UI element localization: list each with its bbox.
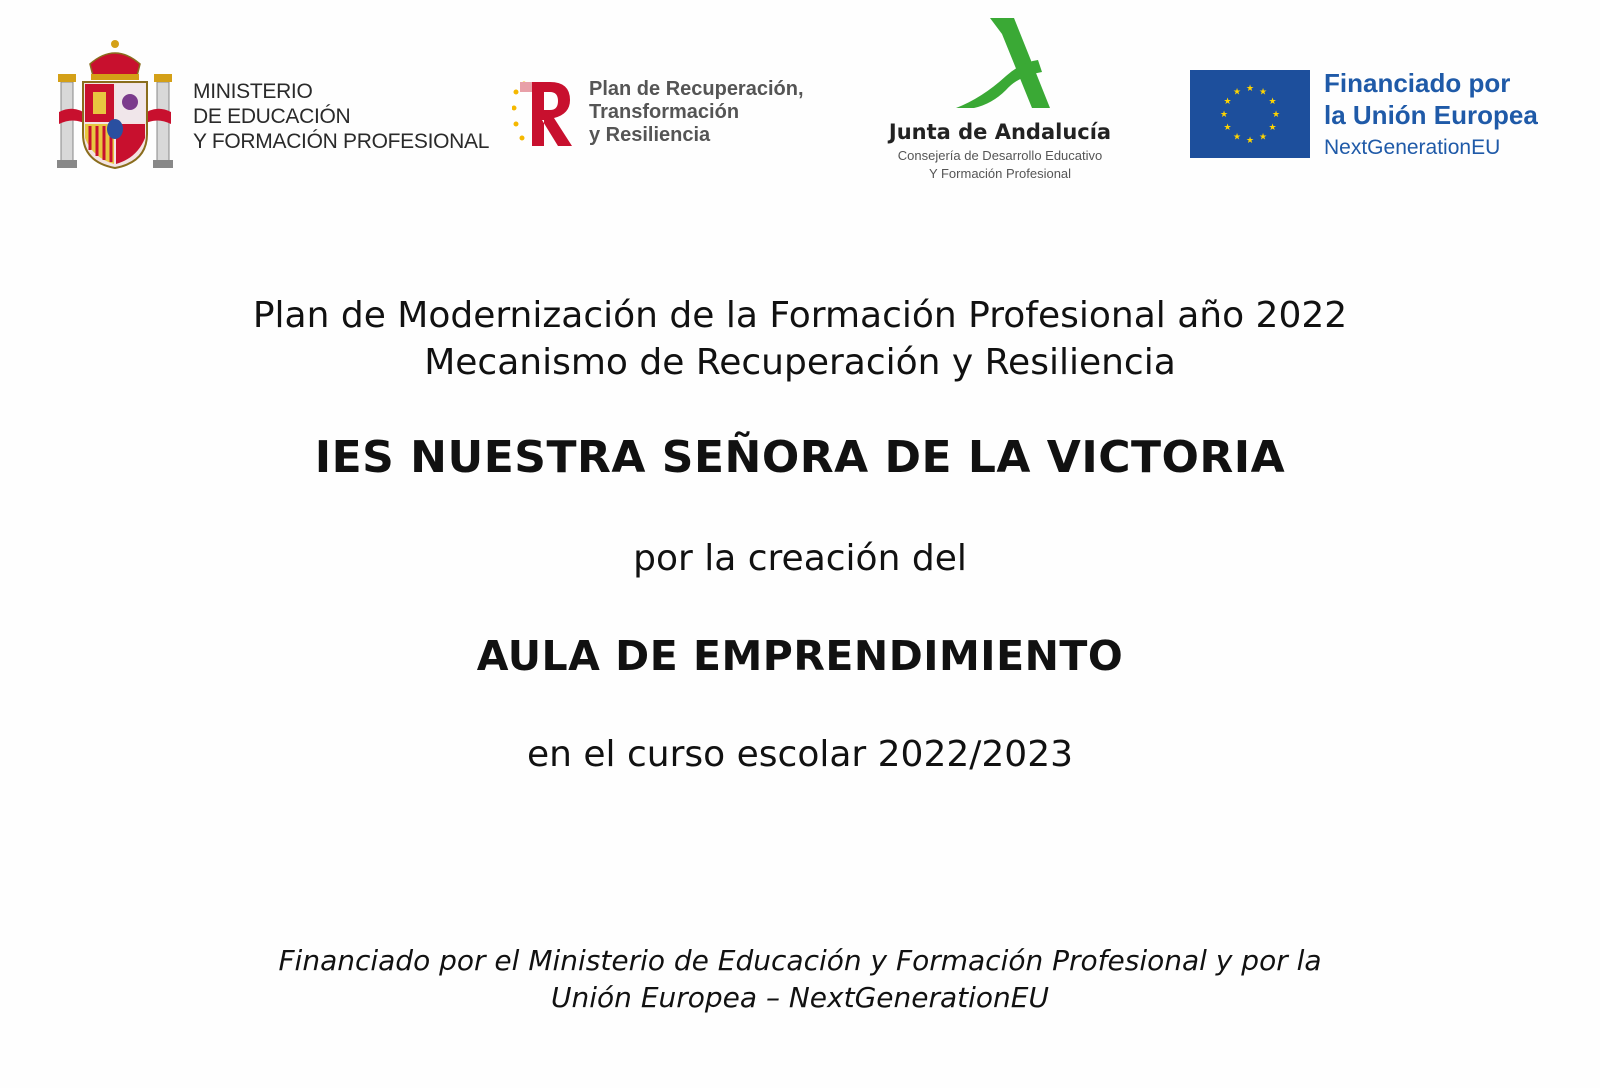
ministerio-name xyxy=(193,79,489,154)
footer-line-2: Unión Europea – NextGenerationEU xyxy=(551,981,1049,1014)
prtr-line: y Resiliencia xyxy=(589,124,711,146)
ministerio-line: Y FORMACIÓN PROFESIONAL xyxy=(193,130,490,153)
ministerio-logo xyxy=(55,34,490,174)
eu-star-icon: ★ xyxy=(1223,123,1232,133)
footer-line-1: Financiado por el Ministerio de Educación y Formación Profesional y por la xyxy=(278,944,1322,977)
junta-consejeria: Consejería de Desarrollo Educativo xyxy=(897,148,1103,163)
eu-star-icon: ★ xyxy=(1232,132,1242,143)
school-year-text: en el curso escolar 2022/2023 xyxy=(526,734,1074,775)
aula-title: AULA DE EMPRENDIMIENTO xyxy=(476,632,1124,680)
prtr-r-icon xyxy=(512,78,574,148)
prtr-line: Transformación xyxy=(589,101,740,123)
plan-recuperacion-logo xyxy=(512,74,812,154)
plan-heading xyxy=(0,292,1600,386)
eu-star-icon: ★ xyxy=(1223,97,1232,107)
funding-footer xyxy=(0,942,1600,1016)
spain-coat-of-arms-icon xyxy=(55,34,175,174)
eu-line-3: NextGenerationEU xyxy=(1324,136,1501,159)
eu-funding-text xyxy=(1324,67,1538,163)
logo-header xyxy=(0,0,1600,200)
junta-andalucia-logo xyxy=(880,16,1120,186)
eu-line-1: Financiado por xyxy=(1324,68,1511,98)
ministerio-line: DE EDUCACIÓN xyxy=(193,105,351,128)
prtr-line: Plan de Recuperación, xyxy=(589,78,804,100)
junta-a-icon xyxy=(952,16,1052,114)
eu-star-icon: ★ xyxy=(1258,132,1268,143)
plan-line-1: Plan de Modernización de la Formación Profesional año 2022 xyxy=(252,295,1348,336)
plan-recuperacion-name xyxy=(589,78,804,147)
eu-star-icon: ★ xyxy=(1245,84,1255,94)
plan-line-2: Mecanismo de Recuperación y Resiliencia xyxy=(424,342,1176,383)
eu-star-icon: ★ xyxy=(1219,110,1229,120)
eu-star-icon: ★ xyxy=(1245,136,1255,146)
eu-line-2: la Unión Europea xyxy=(1324,100,1538,130)
junta-name: Junta de Andalucía xyxy=(888,120,1112,144)
eu-star-icon: ★ xyxy=(1268,123,1277,133)
school-name: IES NUESTRA SEÑORA DE LA VICTORIA xyxy=(314,432,1286,483)
junta-consejeria-line2: Y Formación Profesional xyxy=(928,166,1072,181)
ministerio-line: MINISTERIO xyxy=(193,80,313,103)
eu-star-icon: ★ xyxy=(1258,87,1268,98)
eu-flag-icon xyxy=(1190,70,1310,158)
eu-funding-logo xyxy=(1190,65,1550,165)
eu-star-icon: ★ xyxy=(1268,97,1277,107)
creation-text: por la creación del xyxy=(633,538,967,579)
eu-star-icon: ★ xyxy=(1271,110,1281,120)
eu-star-icon: ★ xyxy=(1232,87,1242,98)
